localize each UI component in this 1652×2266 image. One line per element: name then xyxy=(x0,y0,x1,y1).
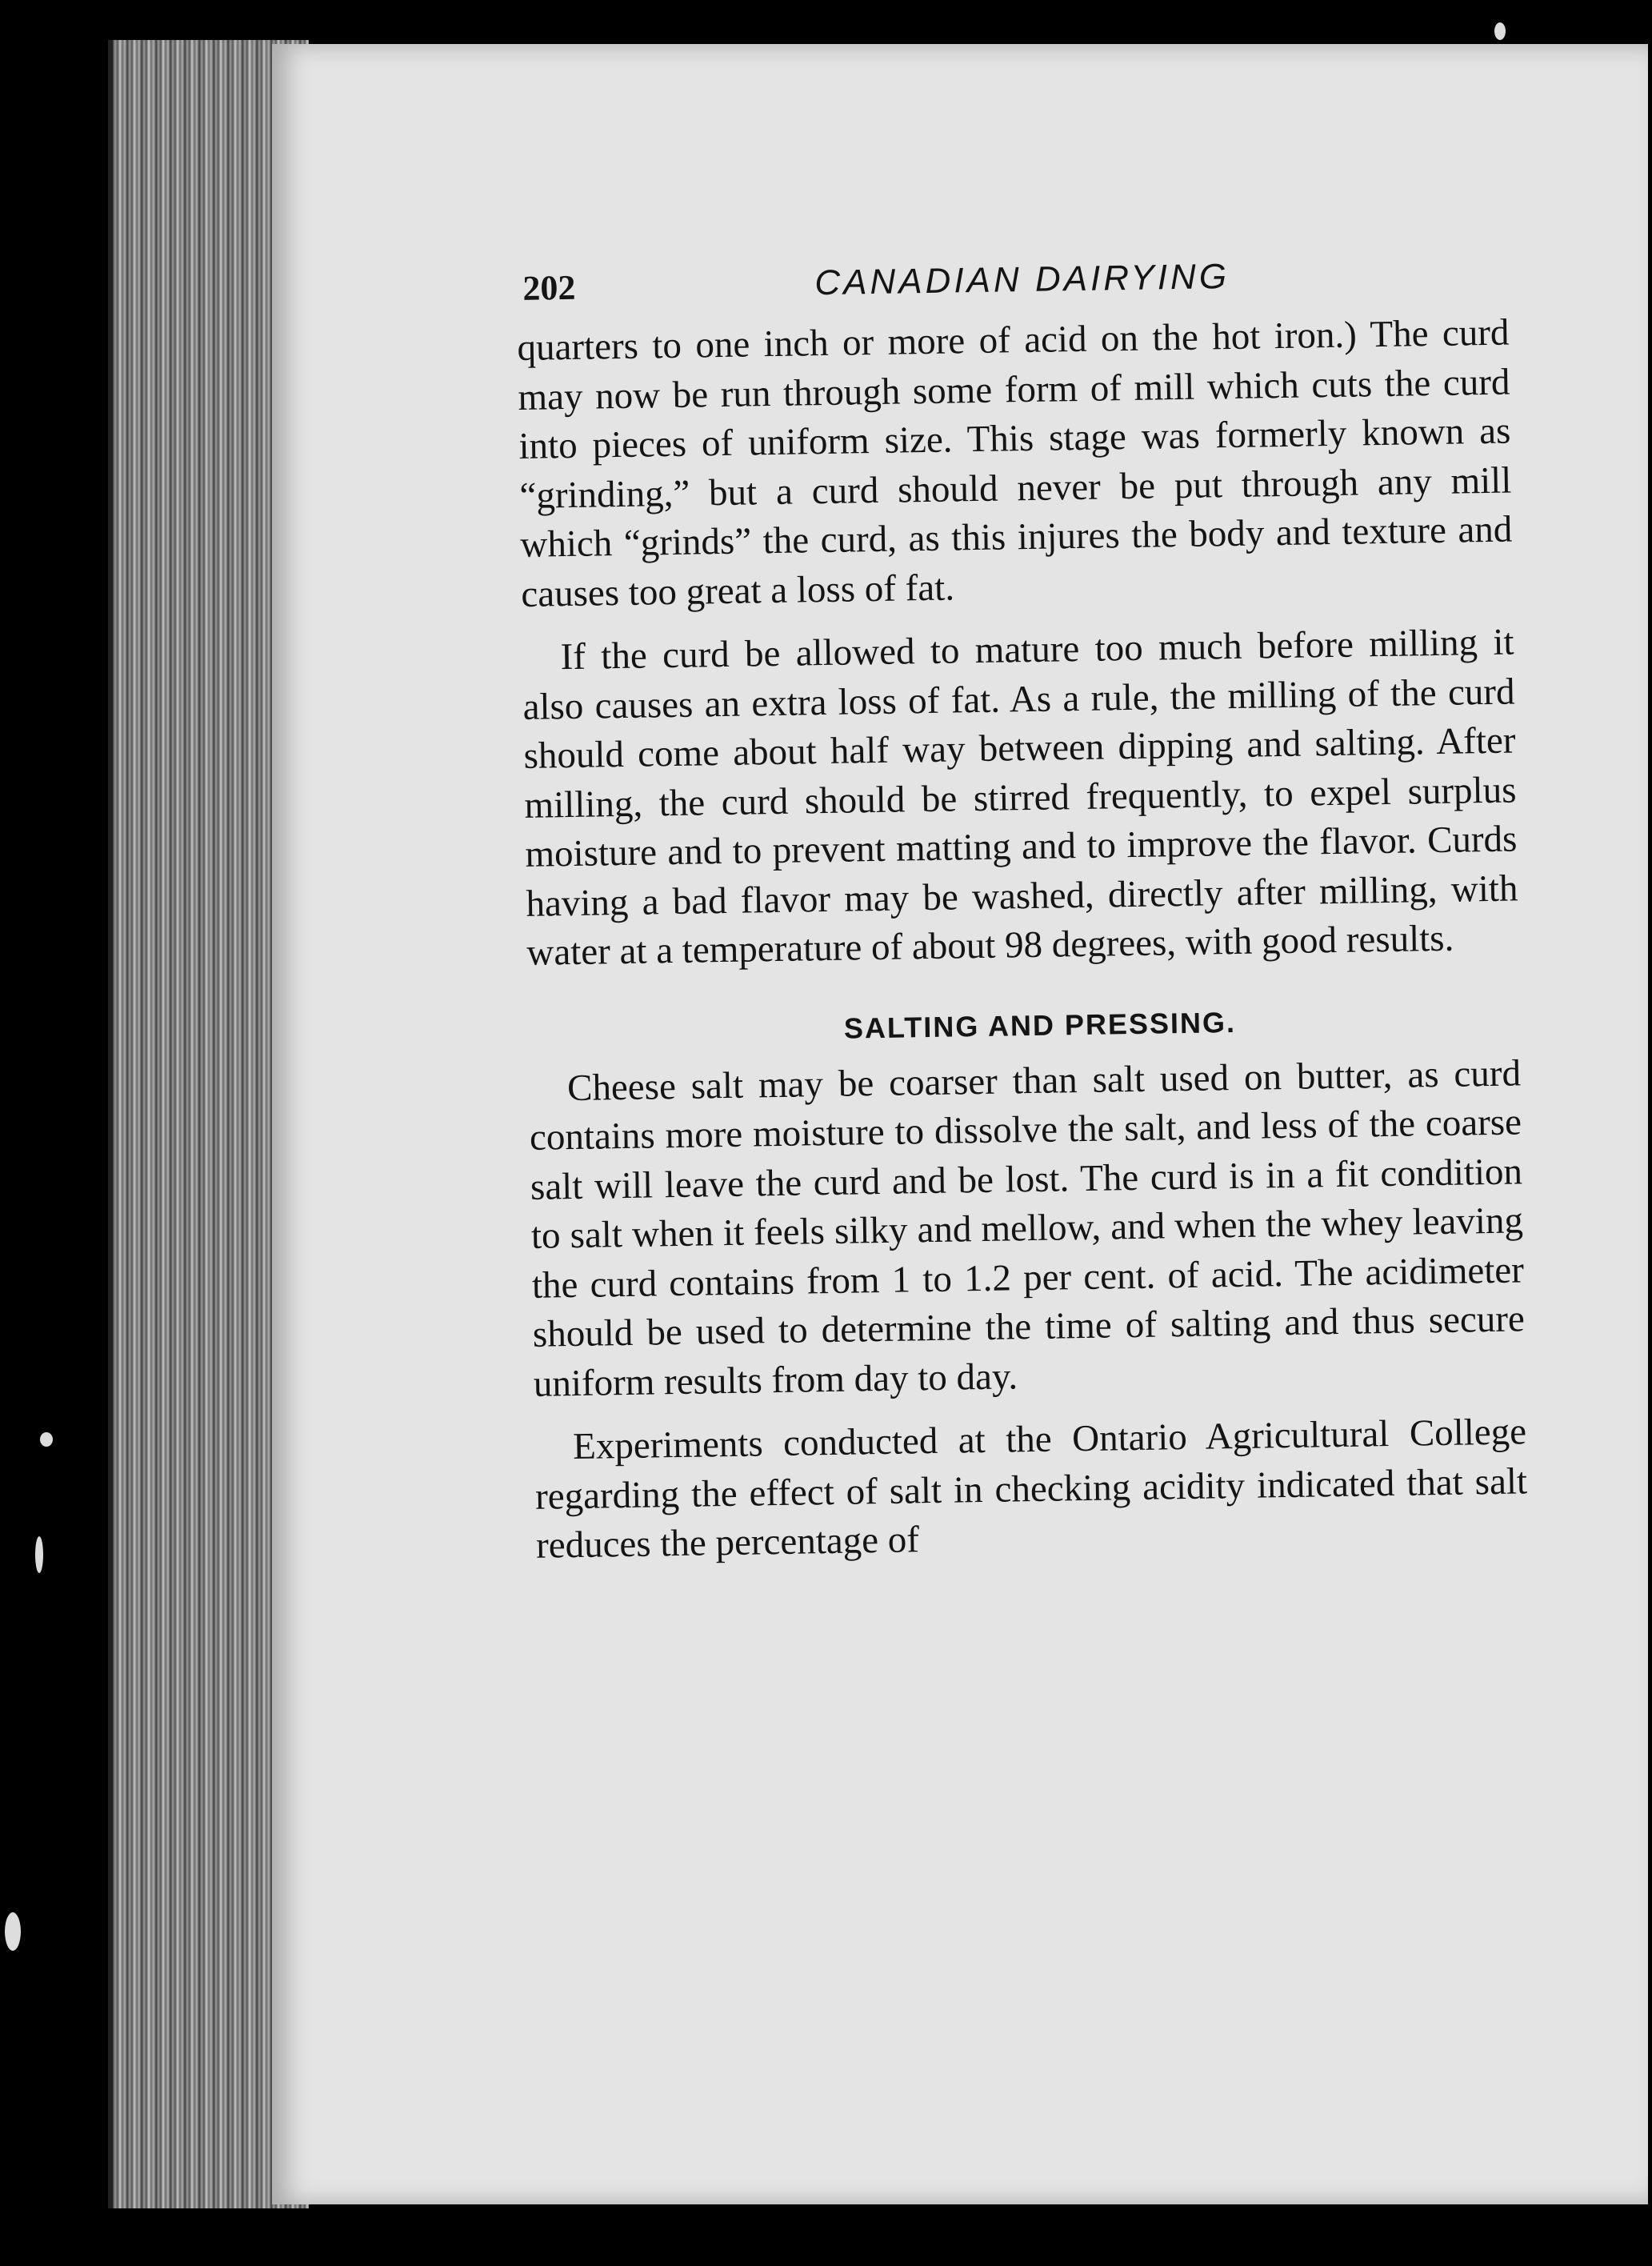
paragraph: If the curd be allowed to mature too much before milling it also causes an extra loss of fat. As a rule, the milling of the curd should come about half way between dipping and salting. After milling, the curd should be stirred frequently, to expel surplus moisture and to prevent matting and to improve the flavor. Curds having a bad flavor may be washed, directly after milling, with water at a temperature of about 98 degrees, with good results. xyxy=(522,621,1518,974)
scan-speck xyxy=(5,1912,21,1951)
scan-speck xyxy=(35,1536,43,1573)
scan-speck xyxy=(1494,22,1506,40)
section-heading: SALTING AND PRESSING. xyxy=(843,1005,1237,1045)
page-content xyxy=(516,253,1528,1571)
paragraph: Cheese salt may be coarser than salt used on butter, as curd contains more moisture to dissolve the salt, and less of the coarse salt will leave the curd and be lost. The curd is in a fit condition to salt when it feels silky and mellow, and when the whey leaving the curd contains from 1 to 1.2 per cent. of acid. The acidimeter should be used to determine the time of salting and thus secure uniform results from day to day. xyxy=(529,1051,1526,1405)
scan-speck xyxy=(40,1432,53,1447)
book-title: CANADIAN DAIRYING xyxy=(814,256,1230,303)
page-number: 202 xyxy=(522,267,576,308)
paragraph: quarters to one inch or more of acid on the hot iron.) The curd may now be run through some form of mill which cuts the curd into pieces of uniform size. This stage was formerly known as “grinding,” but a curd should never be put through any mill which “grinds” the curd, as this injures the body and texture and causes too great a loss of fat. xyxy=(517,311,1513,615)
paragraph: Experiments conducted at the Ontario Agricultural College regarding the effect of salt in checking acidity indicated that salt reduces the percentage of xyxy=(534,1411,1528,1567)
book-page xyxy=(272,44,1648,2204)
